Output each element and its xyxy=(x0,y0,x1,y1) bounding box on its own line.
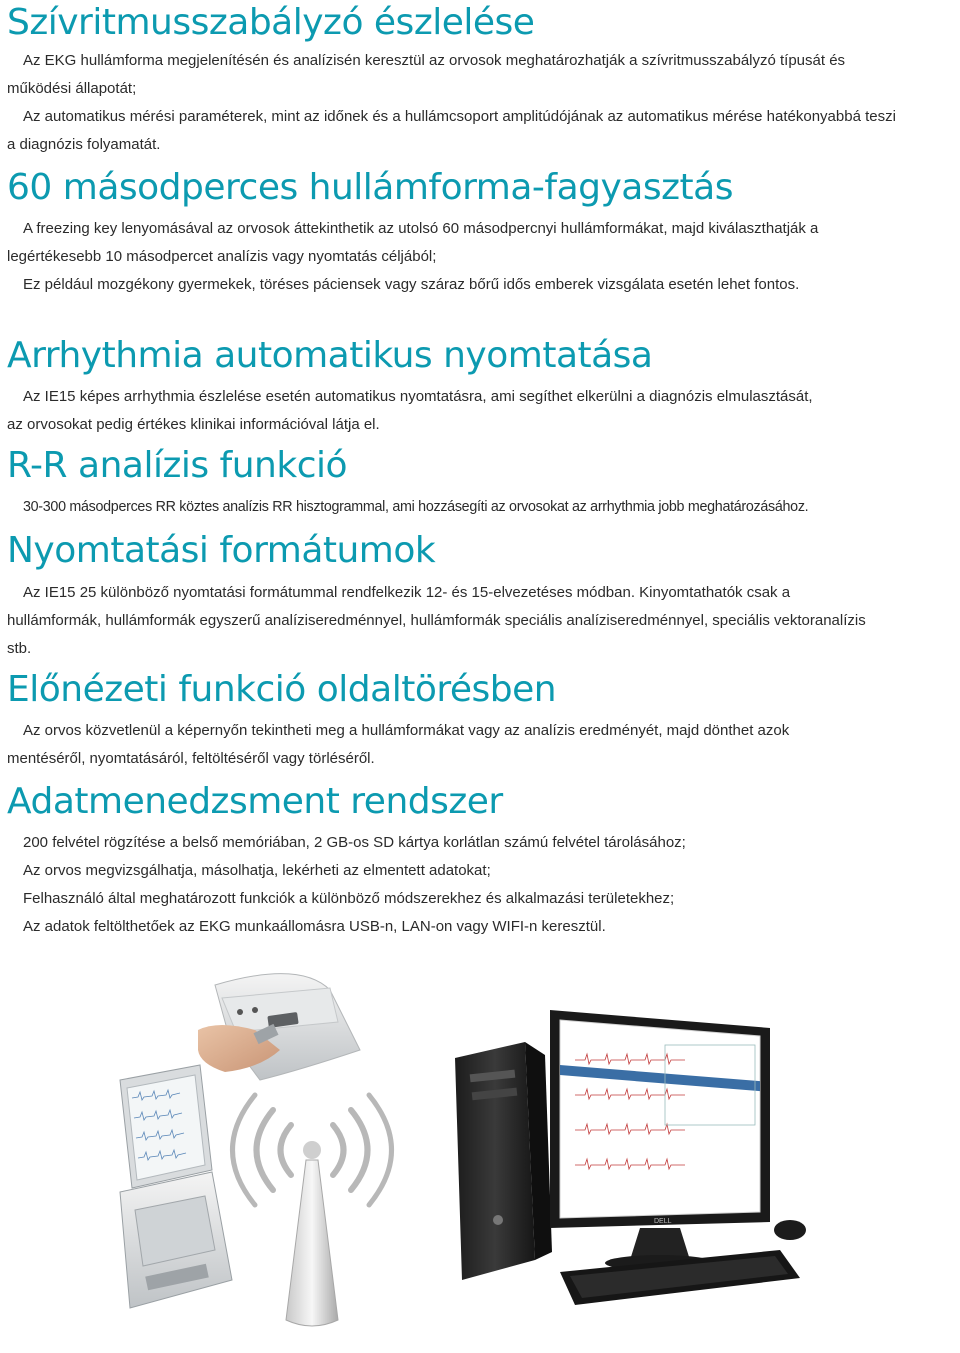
mouse-icon xyxy=(774,1220,806,1240)
paragraph: Az EKG hullámforma megjelenítésén és analízisén keresztül az orvosok meghatározhatják a szívritmusszabályzó típusát és működési állapotát; xyxy=(7,52,846,97)
heading-arrhythmia-print: Arrhythmia automatikus nyomtatása xyxy=(7,335,653,376)
paragraph: 30-300 másodperces RR köztes analízis RR hisztogrammal, ami hozzásegíti az orvosokat az arrhythmia jobb meghatározásához. xyxy=(23,499,809,515)
paragraph: Ez például mozgékony gyermekek, töréses páciensek vagy száraz bőrű idős emberek vizsgálata esetén lehet fontos. xyxy=(23,276,800,293)
wifi-antenna xyxy=(233,1095,392,1326)
heading-data-management: Adatmenedzsment rendszer xyxy=(7,781,503,822)
monitor-brand-logo: DELL xyxy=(654,1218,672,1225)
paragraph: Az orvos megvizsgálhatja, másolhatja, lekérheti az elmentett adatokat; xyxy=(23,862,491,879)
paragraph: Az orvos közvetlenül a képernyőn tekintheti meg a hullámformákat vagy az analízis eredményét, majd dönthet azok mentéséről, nyomtatásáról, feltöltéséről vagy törléséről. xyxy=(7,722,790,767)
paragraph: Az IE15 25 különböző nyomtatási formátummal rendfelkezik 12- és 15-elvezetéses módban. Kinyomtathatók csak a hullámformák, hullámformák egyszerű analíziseredménnyel, hullámformák speciális analíziseredménnyel, speciális vektoranalízis stb. xyxy=(7,584,866,657)
desktop-tower xyxy=(455,1042,552,1280)
paragraph: Az adatok feltölthetőek az EKG munkaállomásra USB-n, LAN-on vagy WIFI-n keresztül. xyxy=(23,918,606,935)
paragraph: Felhasználó által meghatározott funkciók a különböző módszerekhez és alkalmazási területekhez; xyxy=(23,890,675,907)
paragraph: 200 felvétel rögzítése a belső memóriában, 2 GB-os SD kártya korlátlan számú felvétel tárolásához; xyxy=(23,834,686,851)
paragraph: Az automatikus mérési paraméterek, mint az időnek és a hullámcsoport amplitúdójának az automatikus mérése hatékonyabbá teszi a diagnózis folyamatát. xyxy=(7,108,896,153)
ecg-device xyxy=(120,1065,232,1308)
ecg-device-closeup xyxy=(198,974,360,1080)
computer-monitor xyxy=(550,1010,770,1271)
heading-waveform-freeze: 60 másodperces hullámforma-fagyasztás xyxy=(7,167,733,208)
paragraph: A freezing key lenyomásával az orvosok áttekinthetik az utolsó 60 másodpercnyi hullámformákat, majd kiválaszthatják a legértékesebb 10 másodpercet analízis vagy nyomtatás céljából; xyxy=(7,220,819,265)
heading-print-formats: Nyomtatási formátumok xyxy=(7,530,436,571)
paragraph: Az IE15 képes arrhythmia észlelése esetén automatikus nyomtatásra, ami segíthet elkerülni a diagnózis elmulasztását, az orvosokat pedig értékes klinikai információval látja el. xyxy=(7,388,813,433)
product-illustration xyxy=(0,960,960,1353)
heading-preview-function: Előnézeti funkció oldaltörésben xyxy=(7,669,557,710)
heading-rr-analysis: R-R analízis funkció xyxy=(7,445,348,486)
heading-pacemaker-detection: Szívritmusszabályzó észlelése xyxy=(7,2,535,43)
